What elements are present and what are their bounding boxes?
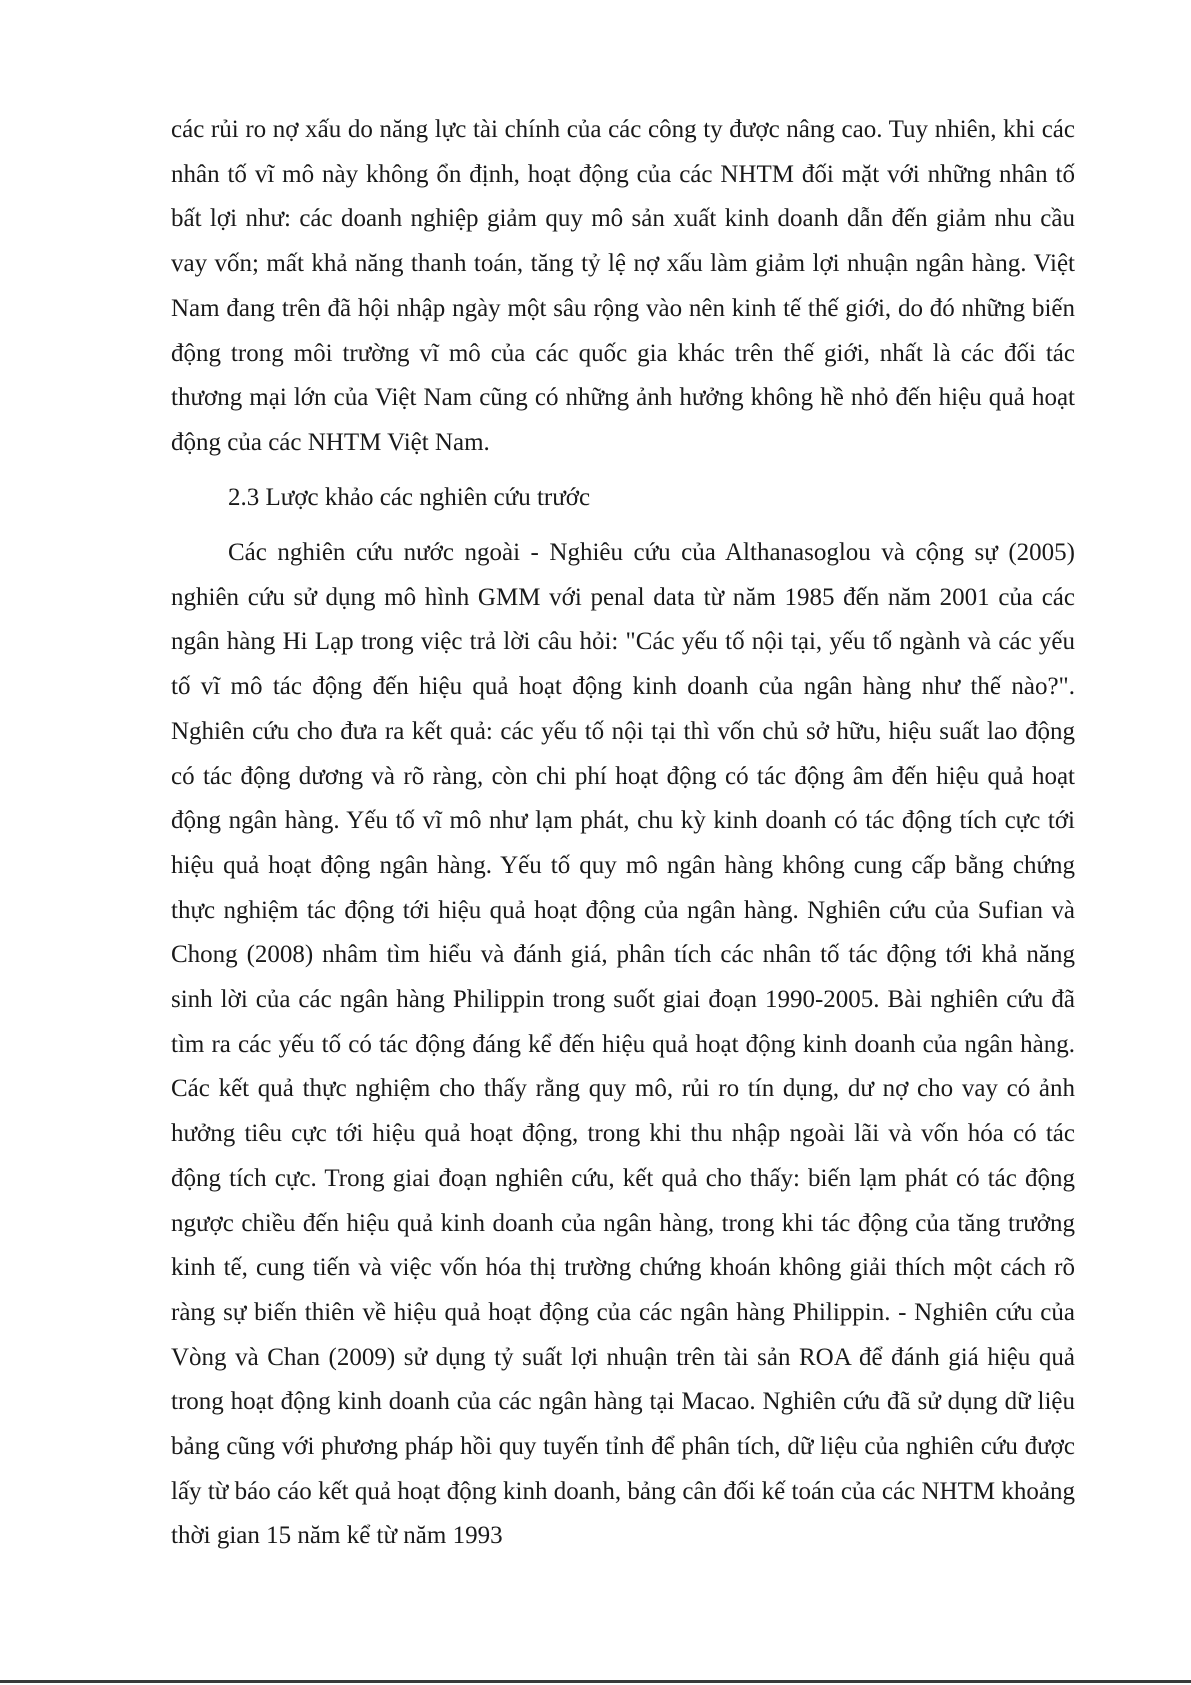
section-heading: 2.3 Lược khảo các nghiên cứu trước: [228, 484, 591, 511]
page-bottom-divider: [0, 1680, 1191, 1683]
paragraph-text: Các nghiên cứu nước ngoài - Nghiêu cứu của Althanasoglou và cộng sự (2005) nghiên cứu sử dụng mô hình GMM với penal data từ năm 1985 đến năm 2001 của các ngân hàng Hi Lạp trong việc trả lời câu hỏi: "Các yếu tố nội tại, yếu tố ngành và các yếu tố vĩ mô tác động đến hiệu quả hoạt động kinh doanh của ngân hàng như thế nào?". Nghiên cứu cho đưa ra kết quả: các yếu tố nội tại thì vốn chủ sở hữu, hiệu suất lao động có tác động dương và rõ ràng, còn chi phí hoạt động có tác động âm đến hiệu quả hoạt động ngân hàng. Yếu tố vĩ mô như lạm phát, chu kỳ kinh doanh có tác động tích cực tới hiệu quả hoạt động ngân hàng. Yếu tố quy mô ngân hàng không cung cấp bằng chứng thực nghiệm tác động tới hiệu quả hoạt động của ngân hàng. Nghiên cứu của Sufian và Chong (2008) nhâm tìm hiểu và đánh giá, phân tích các nhân tố tác động tới khả năng sinh lời của các ngân hàng Philippin trong suốt giai đoạn 1990-2005. Bài nghiên cứu đã tìm ra các yếu tố có tác động đáng kể đến hiệu quả hoạt động kinh doanh của ngân hàng. Các kết quả thực nghiệm cho thấy rằng quy mô, rủi ro tín dụng, dư nợ cho vay có ảnh hưởng tiêu cực tới hiệu quả hoạt động, trong khi thu nhập ngoài lãi và vốn hóa có tác động tích cực. Trong giai đoạn nghiên cứu, kết quả cho thấy: biến lạm phát có tác động ngược chiều đến hiệu quả kinh doanh của ngân hàng, trong khi tác động của tăng trưởng kinh tế, cung tiến và việc vốn hóa thị trường chứng khoán không giải thích một cách rõ ràng sự biến thiên về hiệu quả hoạt động của các ngân hàng Philippin. - Nghiên cứu của Vòng và Chan (2009) sử dụng tỷ suất lợi nhuận trên tài sản ROA để đánh giá hiệu quả trong hoạt động kinh doanh của các ngân hàng tại Macao. Nghiên cứu đã sử dụng dữ liệu bảng cũng với phương pháp hồi quy tuyến tỉnh để phân tích, dữ liệu của nghiên cứu được lấy từ báo cáo kết quả hoạt động kinh doanh, bảng cân đối kế toán của các NHTM khoảng thời gian 15 năm kể từ năm 1993: [171, 539, 1075, 1550]
body-paragraph: [171, 531, 1075, 1559]
body-paragraph: [171, 108, 1075, 466]
paragraph-text: các rủi ro nợ xấu do năng lực tài chính của các công ty được nâng cao. Tuy nhiên, khi các nhân tố vĩ mô này không ổn định, hoạt động của các NHTM đối mặt với những nhân tố bất lợi như: các doanh nghiệp giảm quy mô sản xuất kinh doanh dẫn đến giảm nhu cầu vay vốn; mất khả năng thanh toán, tăng tỷ lệ nợ xấu làm giảm lợi nhuận ngân hàng. Việt Nam đang trên đã hội nhập ngày một sâu rộng vào nên kinh tế thế giới, do đó những biến động trong môi trường vĩ mô của các quốc gia khác trên thế giới, nhất là các đối tác thương mại lớn của Việt Nam cũng có những ảnh hưởng không hề nhỏ đến hiệu quả hoạt động của các NHTM Việt Nam.: [171, 116, 1075, 456]
